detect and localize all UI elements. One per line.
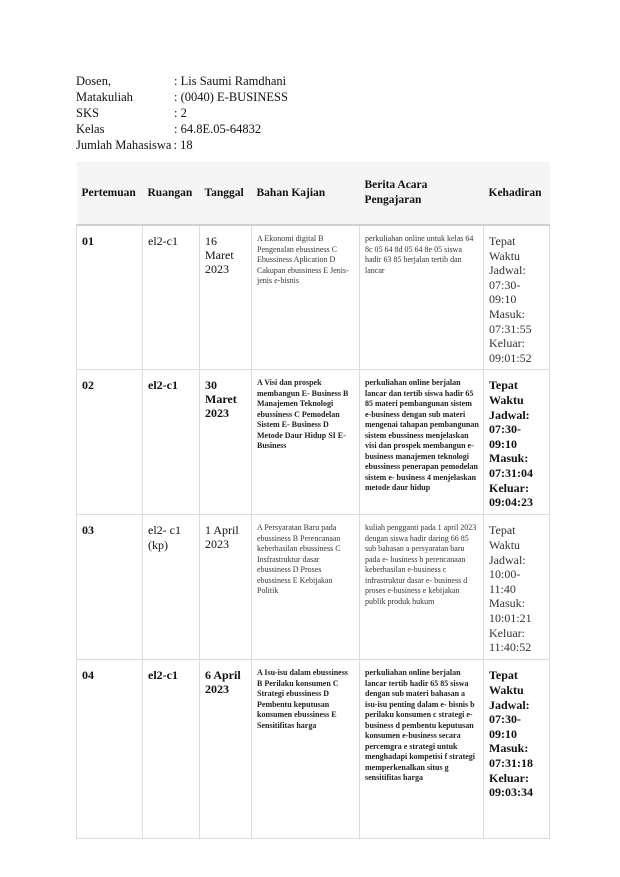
header-row-kelas (76, 121, 288, 137)
header-row-jumlah-mahasiswa (76, 137, 288, 153)
table-row (77, 515, 550, 660)
cell-pertemuan: 01 (77, 225, 143, 370)
cell-berita-acara: perkuliahan online berjalan lancar dan tertib siswa hadir 65 85 materi pembangunan sistem e-business dengan sub materi mengenai tahapan pembangunan sistem ebussiness menjelaskan visi dan prospek membangun e- business manajemen teknologi ebussiness penerapan pemodelan sistem e- business 4 menjelaskan metode daur hidup (360, 370, 484, 515)
header-value: : 2 (174, 106, 187, 120)
cell-bahan-kajian: A Ekonomi digital B Pengenalan ebussiness C Ebussiness Aplication D Cakupan ebussiness E Jenis-jenis e-bisnis (252, 225, 360, 370)
cell-tanggal: 16 Maret 2023 (200, 225, 252, 370)
header-value: : 64.8E.05-64832 (174, 122, 262, 136)
header-label: SKS (76, 106, 99, 120)
table-row (77, 370, 550, 515)
column-header-kehadiran: Kehadiran (484, 162, 550, 225)
cell-berita-acara: perkuliahan online berjalan lancar tertib hadir 65 85 siswa dengan sub materi bahasan a isu-isu penting dalam e- bisnis b perilaku konsumen c strategi e-business d pembentu keputusan konsumen e-business secara percemgra e strategi untuk menghadapi kompetisi f strategi memperkenalkan situs g sensitifitas harga (360, 660, 484, 839)
course-header (76, 73, 288, 153)
attendance-table (76, 162, 550, 839)
cell-pertemuan: 04 (77, 660, 143, 839)
cell-tanggal: 6 April 2023 (200, 660, 252, 839)
table-header-row (77, 162, 550, 225)
cell-pertemuan: 03 (77, 515, 143, 660)
cell-bahan-kajian: A Visi dan prospek membangun E- Business B Manajemen Teknologi ebussiness C Pemodelan Sistem E- Business D Metode Daur Hidup SI E- Business (252, 370, 360, 515)
column-header-berita-acara: Berita Acara Pengajaran (360, 162, 484, 225)
header-row-matakuliah (76, 89, 288, 105)
cell-ruangan: el2-c1 (143, 660, 200, 839)
cell-ruangan: el2- c1 (kp) (143, 515, 200, 660)
header-row-sks (76, 105, 288, 121)
column-header-pertemuan: Pertemuan (77, 162, 143, 225)
cell-berita-acara: perkuliahan online untuk kelas 64 8c 05 64 8d 05 64 8e 05 siswa hadir 63 85 berjalan tertib dan lancar (360, 225, 484, 370)
cell-ruangan: el2-c1 (143, 225, 200, 370)
header-label: Kelas (76, 122, 105, 136)
header-label: Jumlah Mahasiswa (76, 138, 172, 152)
table-row (77, 225, 550, 370)
cell-tanggal: 30 Maret 2023 (200, 370, 252, 515)
column-header-bahan-kajian: Bahan Kajian (252, 162, 360, 225)
cell-bahan-kajian: A Persyaratan Baru pada ebussiness B Perencanaan keberhasilan ebussiness C Insfrastruktur dasar ebussiness D Proses ebussiness E Kebijakan Politik (252, 515, 360, 660)
cell-kehadiran: Tepat Waktu Jadwal: 10:00- 11:40 Masuk: 10:01:21 Keluar: 11:40:52 (484, 515, 550, 660)
cell-pertemuan: 02 (77, 370, 143, 515)
cell-kehadiran: Tepat Waktu Jadwal: 07:30- 09:10 Masuk: 07:31:04 Keluar: 09:04:23 (484, 370, 550, 515)
column-header-tanggal: Tanggal (200, 162, 252, 225)
header-value: : (0040) E-BUSINESS (174, 90, 288, 104)
cell-ruangan: el2-c1 (143, 370, 200, 515)
header-label: Dosen, (76, 74, 112, 88)
cell-kehadiran: Tepat Waktu Jadwal: 07:30- 09:10 Masuk: 07:31:18 Keluar: 09:03:34 (484, 660, 550, 839)
column-header-ruangan: Ruangan (143, 162, 200, 225)
cell-berita-acara: kuliah pengganti pada 1 april 2023 dengan siswa hadir daring 66 85 sub bahasan a persyaratan baru pada e- business b perencanaan keberhasilan e-business c infrastruktur dasar e- business d proses e-business e kebijakan publik produk hukum (360, 515, 484, 660)
header-value: : Lis Saumi Ramdhani (174, 74, 287, 88)
cell-tanggal: 1 April 2023 (200, 515, 252, 660)
cell-kehadiran: Tepat Waktu Jadwal: 07:30- 09:10 Masuk: 07:31:55 Keluar: 09:01:52 (484, 225, 550, 370)
header-row-dosen (76, 73, 288, 89)
header-label: Matakuliah (76, 90, 133, 104)
cell-bahan-kajian: A Isu-isu dalam ebussiness B Perilaku konsumen C Strategi ebussiness D Pembentu keputusan konsumen ebussiness E Sensitifitas harga (252, 660, 360, 839)
header-value: : 18 (173, 138, 193, 152)
table-row (77, 660, 550, 839)
